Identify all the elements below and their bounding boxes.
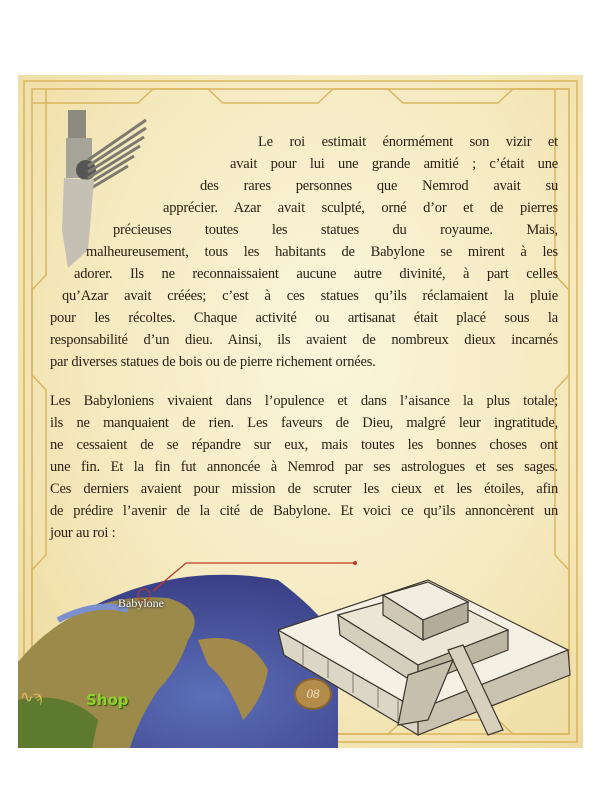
paragraph-2-line: Les Babyloniens vivaient dans l’opulence et dans l’aisance la plus totale;	[50, 393, 558, 409]
paragraph-1-line: avait pour lui une grande amitié ; c’était une	[230, 156, 558, 172]
paragraph-1-line: des rares personnes que Nemrod avait su	[200, 178, 558, 194]
paragraph-1-line: malheureusement, tous les habitants de Babylone se mirent à les	[86, 244, 558, 260]
paragraph-1-line: apprécier. Azar avait sculpté, orné d’or et de pierres	[163, 200, 558, 216]
paragraph-1-line: qu’Azar avait créées; c’est à ces statues qu’ils réclamaient la pluie	[62, 288, 558, 304]
paragraph-2-line: de prédire l’avenir de la cité de Babylone. Et voici ce qu’ils annoncèrent un	[50, 503, 558, 519]
book-page	[18, 75, 583, 748]
paragraph-1-line: pour les récoltes. Chaque activité ou artisanat était placé sous la	[50, 310, 558, 326]
paragraph-1-line: adorer. Ils ne reconnaissaient aucune autre divinité, à part celles	[74, 266, 558, 282]
paragraph-1-line: Le roi estimait énormément son vizir et	[258, 134, 558, 150]
paragraph-2-line: Ces derniers avaient pour mission de scruter les cieux et les étoiles, afin	[50, 481, 558, 497]
page-number-badge: 08	[294, 678, 332, 710]
paragraph-1-line: responsabilité d’un dieu. Ainsi, ils avaient de nombreux dieux incarnés	[50, 332, 558, 348]
paragraph-2-line: une fin. Et la fin fut annoncée à Nemrod par ses astrologues et ses sages.	[50, 459, 558, 475]
paragraph-2-line: jour au roi :	[50, 525, 116, 541]
shop-watermark-logo: Shop	[86, 691, 129, 709]
paragraph-1-line: par diverses statues de bois ou de pierre richement ornées.	[50, 354, 376, 370]
paragraph-2-line: ne cessaient de se répandre sur eux, mais toutes les bonnes choses ont	[50, 437, 558, 453]
logo-swirl-icon: ∿ϡ	[20, 689, 43, 706]
paragraph-1-line: précieuses toutes les statues du royaume. Mais,	[113, 222, 558, 238]
map-label-babylone: Babylone	[118, 596, 164, 610]
ziggurat-illustration	[278, 560, 573, 740]
paragraph-2-line: ils ne manquaient de rien. Les faveurs de Dieu, malgré leur ingratitude,	[50, 415, 558, 431]
